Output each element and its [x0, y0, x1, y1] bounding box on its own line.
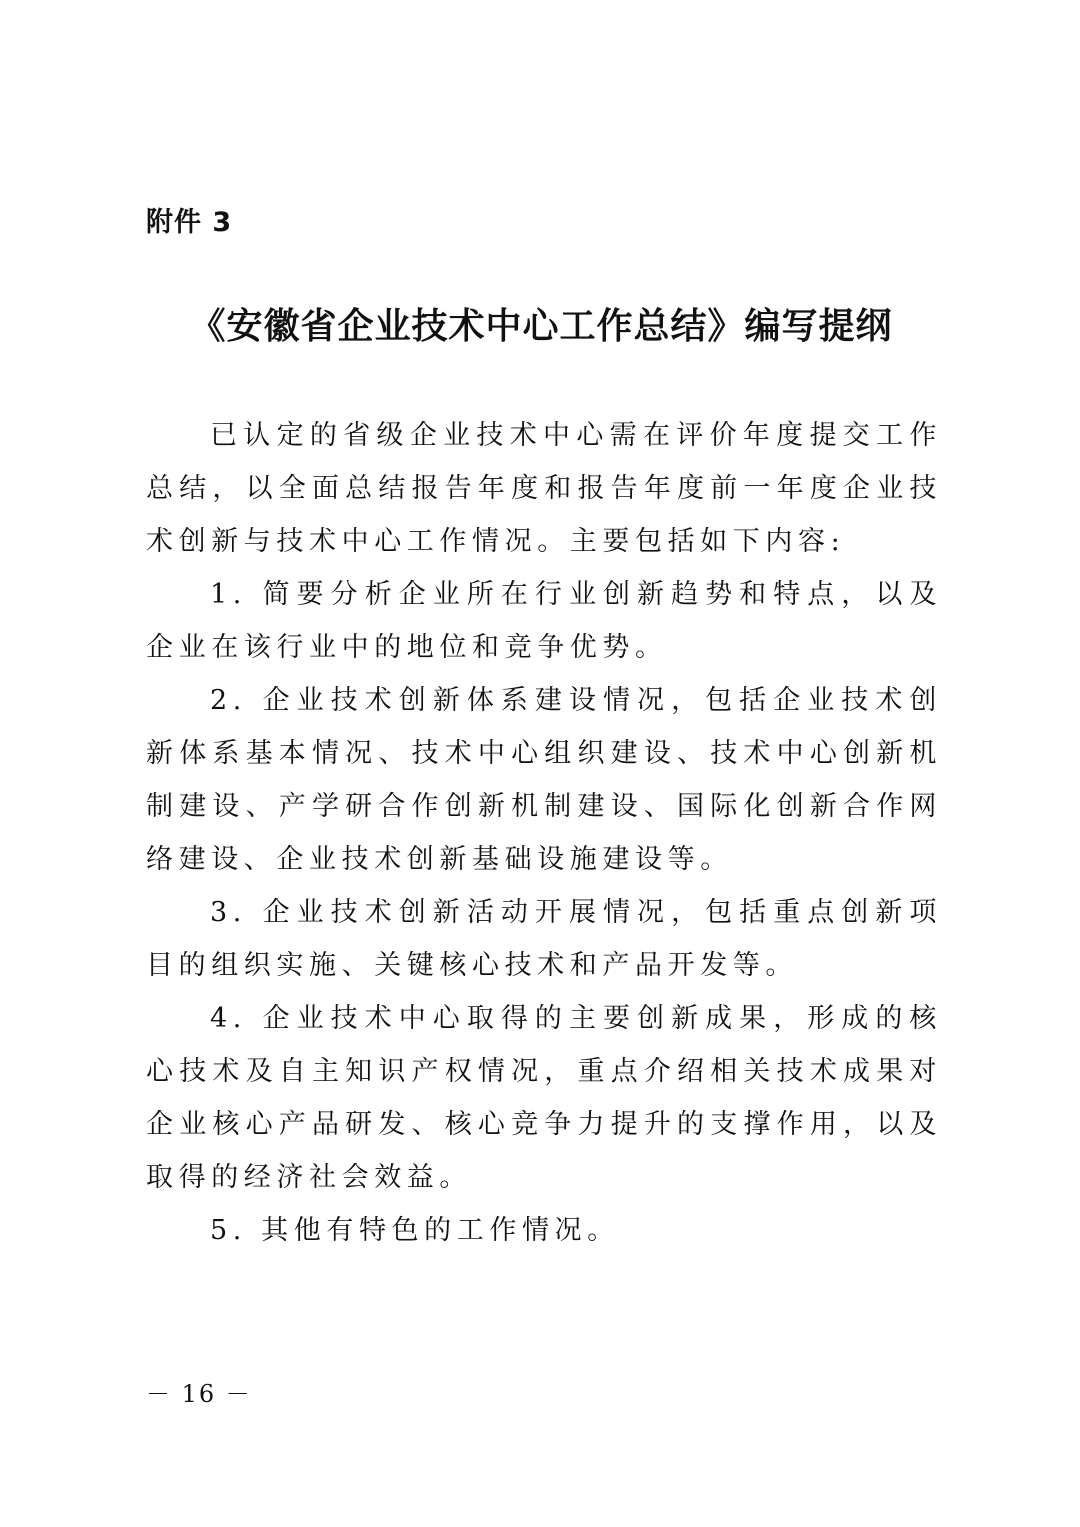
list-item: 2. 企业技术创新体系建设情况，包括企业技术创新体系基本情况、技术中心组织建设、技术中心创新机制建设、产学研合作创新机制建设、国际化创新合作网络建设、企业技术创新基础设施建设等。 — [146, 685, 942, 875]
page-number: － 16 － — [146, 1380, 252, 1408]
document-body — [146, 409, 942, 1257]
list-item: 3. 企业技术创新活动开展情况，包括重点创新项目的组织实施、关键核心技术和产品开发等。 — [146, 897, 942, 981]
attachment-label: 附件 3 — [146, 207, 233, 238]
list-item: 5. 其他有特色的工作情况。 — [210, 1215, 620, 1246]
list-item: 1. 简要分析企业所在行业创新趋势和特点，以及企业在该行业中的地位和竞争优势。 — [146, 579, 942, 663]
intro-paragraph: 已认定的省级企业技术中心需在评价年度提交工作总结，以全面总结报告年度和报告年度前一年度企业技术创新与技术中心工作情况。主要包括如下内容: — [146, 420, 942, 557]
list-item: 4. 企业技术中心取得的主要创新成果，形成的核心技术及自主知识产权情况，重点介绍相关技术成果对企业核心产品研发、核心竞争力提升的支撑作用，以及取得的经济社会效益。 — [146, 1003, 942, 1193]
document-title: 《安徽省企业技术中心工作总结》编写提纲 — [189, 305, 893, 347]
